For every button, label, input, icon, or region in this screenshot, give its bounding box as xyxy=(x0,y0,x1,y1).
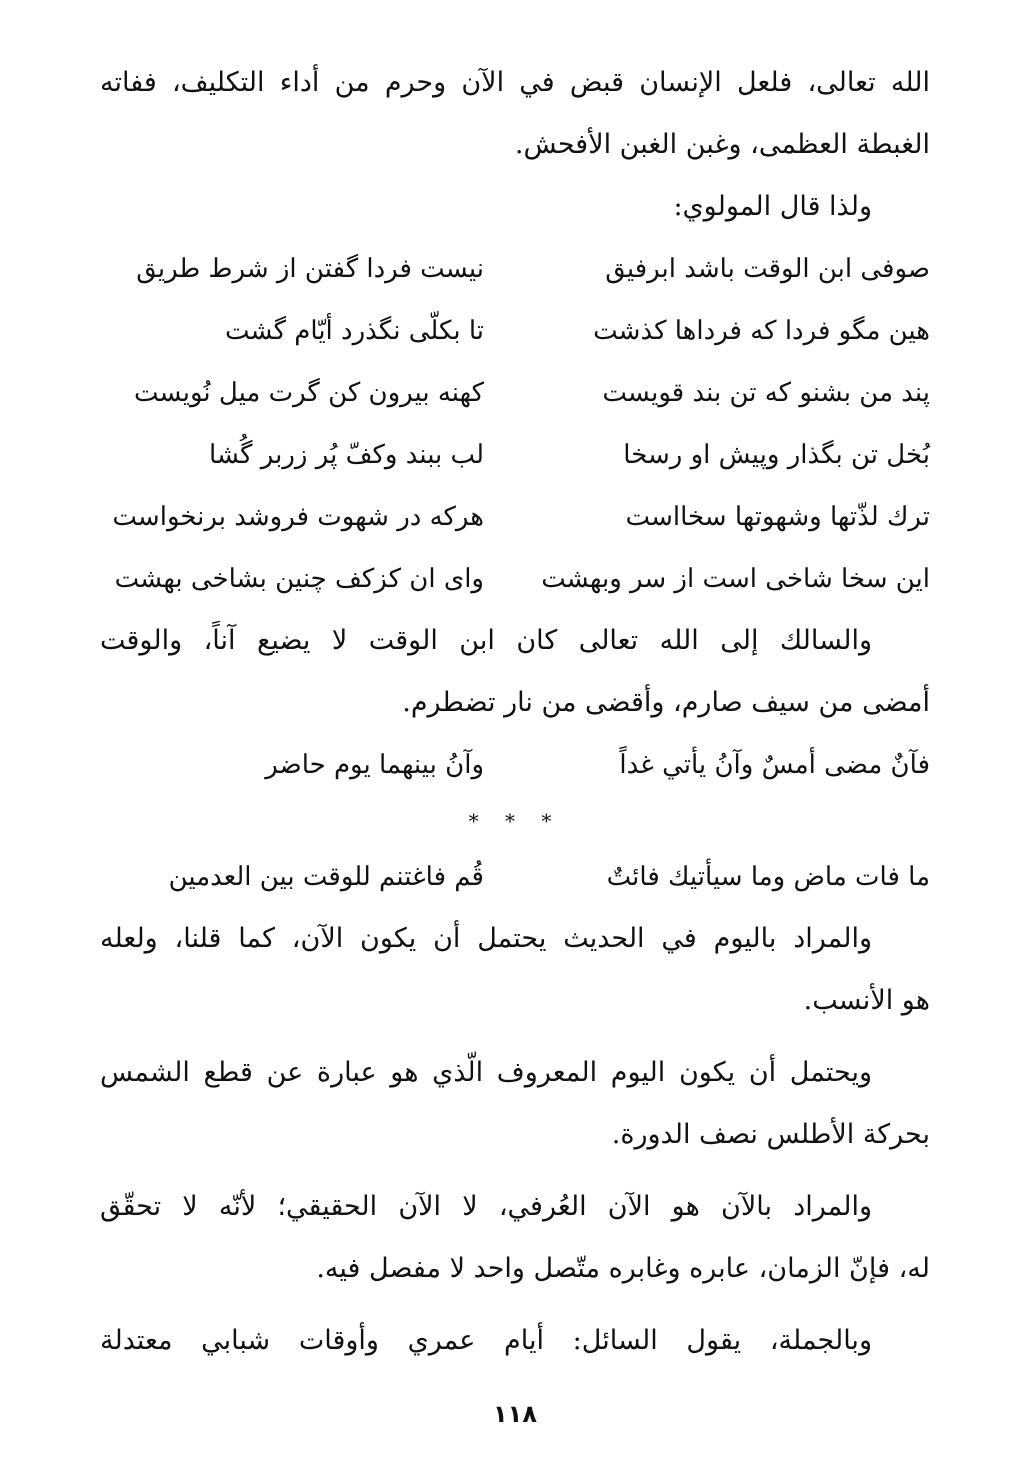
paragraph-line: والسالك إلى الله تعالى كان ابن الوقت لا يضيع آناً، والوقت xyxy=(100,625,872,656)
verse-hemistich-left: وآنُ بينهما يوم حاضر xyxy=(265,750,484,780)
verse-line xyxy=(100,238,930,300)
paragraph-line: الغبطة العظمى، وغبن الغبن الأفحش. xyxy=(514,129,930,160)
verse-hemistich-right: پند من بشنو که تن بند قویست xyxy=(602,378,930,408)
paragraph-line: هو الأنسب. xyxy=(803,985,930,1016)
verse-line xyxy=(100,424,930,486)
paragraph-line: وبالجملة، يقول السائل: أيام عمري وأوقات شبابي معتدلة xyxy=(100,1325,872,1356)
verse-line xyxy=(100,486,930,548)
paragraph-line: ويحتمل أن يكون اليوم المعروف الّذي هو عبارة عن قطع الشمس xyxy=(100,1057,872,1088)
verse-hemistich-left: نیست فردا گفتن از شرط طریق xyxy=(136,254,484,284)
verse-hemistich-left: کهنه بیرون کن گرت میل نُویست xyxy=(133,378,484,408)
verse-hemistich-left: قُم فاغتنم للوقت بين العدمين xyxy=(168,862,484,892)
page-number: ١١٨ xyxy=(493,1400,537,1428)
verse-hemistich-right: این سخا شاخی است از سر وبهشت xyxy=(541,564,930,594)
verse-hemistich-right: هین مگو فردا که فرداها کذشت xyxy=(593,316,930,346)
text-column xyxy=(100,52,930,1372)
verse-hemistich-left: وای ان کزکف چنین بشاخی بهشت xyxy=(114,564,484,594)
paragraph-line: والمراد باليوم في الحديث يحتمل أن يكون الآن، كما قلنا، ولعله xyxy=(100,923,872,954)
verse-line xyxy=(100,362,930,424)
verse-hemistich-right: ترك لذّتها وشهوتها سخااست xyxy=(625,502,930,532)
verse-line xyxy=(100,734,930,796)
paragraph-line: الله تعالى، فلعل الإنسان قبض في الآن وحرم من أداء التكليف، ففاته xyxy=(100,67,930,98)
verse-hemistich-left: لب ببند وکفّ پُر زربر گُشا xyxy=(209,440,484,470)
verse-hemistich-left: تا بکلّی نگذرد أيّام گشت xyxy=(224,316,484,346)
verse-hemistich-right: بُخل تن بگذار وپیش او رسخا xyxy=(623,440,930,470)
verse-hemistich-right: ما فات ماض وما سيأتيك فائتٌ xyxy=(606,862,930,892)
verse-line xyxy=(100,846,930,908)
paragraph-line: أمضى من سيف صارم، وأقضى من نار تضطرم. xyxy=(402,687,930,718)
verse-hemistich-right: صوفی ابن الوقت باشد ابرفیق xyxy=(605,254,930,284)
paragraph-line: له، فإنّ الزمان، عابره وغابره متّصل واحد لا مفصل فيه. xyxy=(316,1253,930,1284)
verse-line xyxy=(100,300,930,362)
verse-hemistich-right: فآنٌ مضى أمسٌ وآنُ يأتي غداً xyxy=(619,750,930,780)
verse-intro: ولذا قال المولوي: xyxy=(673,191,872,222)
paragraph-line: والمراد بالآن هو الآن العُرفي، لا الآن الحقيقي؛ لأنّه لا تحقّق xyxy=(100,1191,872,1222)
paragraph-line: بحركة الأطلس نصف الدورة. xyxy=(611,1119,930,1150)
section-divider: * * * xyxy=(468,809,562,833)
verse-line xyxy=(100,548,930,610)
persian-poem xyxy=(100,238,930,610)
verse-hemistich-left: هرکه در شهوت فروشد برنخواست xyxy=(112,502,484,532)
